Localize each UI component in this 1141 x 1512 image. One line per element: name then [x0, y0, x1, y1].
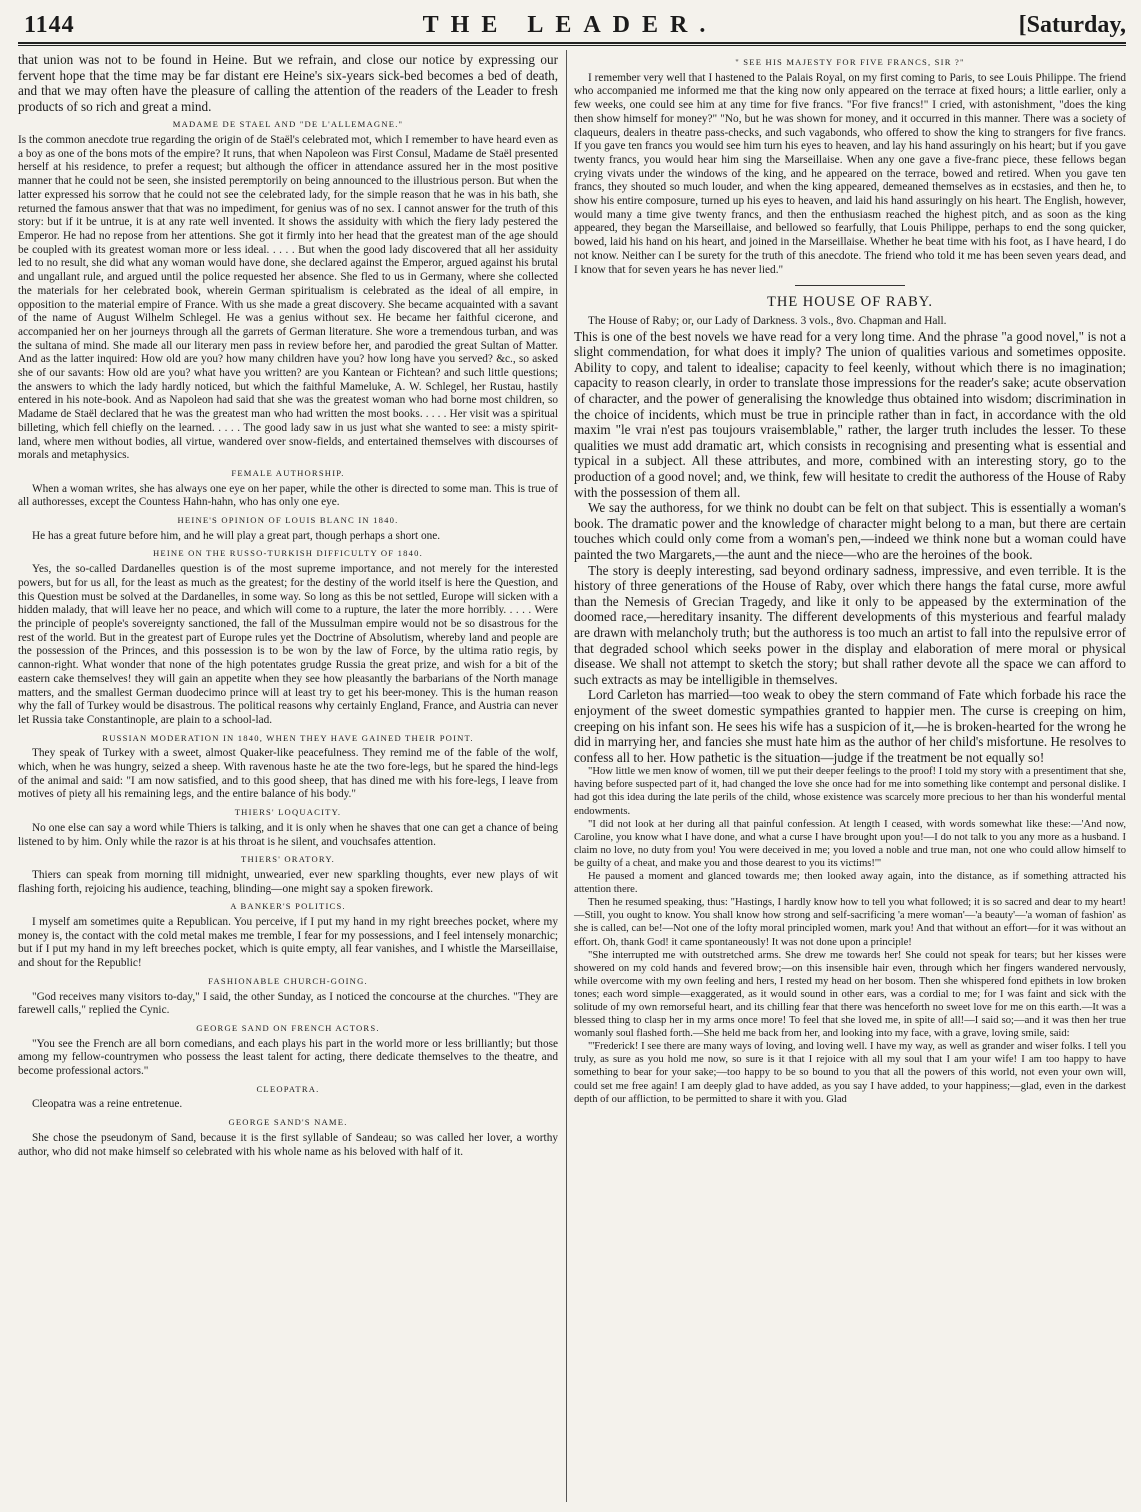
section-paragraph: They speak of Turkey with a sweet, almost Quaker-like peacefulness. They remind me of the fable of the wolf, which, when he was hungry, seized a sheep. With ravenous haste he ate the two fore-legs, but he spared the hind-legs of the animal and said: "I am now satisfied, and to this good sheep, that has dined me with his fore-legs, I leave from motives of piety all his remaining legs, and the entire balance of his body."	[18, 747, 558, 801]
section-paragraph: No one else can say a word while Thiers is talking, and it is only when he shaves that one can get a chance of being listened to by him. Only while the razor is at his throat is he silent, and vouchsafes attention.	[18, 821, 558, 848]
masthead-rule-thin	[18, 45, 1126, 46]
review-quote: "'Frederick! I see there are many ways of loving, and loving well. I have my way, as well as grander and wiser folks. I tell you truly, as sure as you hold me now, so sure is it that I rejoice with all my soul that I am your wife! I am too happy to have something to bear for your sake;—too happy to be so bound to you that all the powers of this world, not even your own will, could set me free again! I am deeply glad to have added, as you say I have added, to your happiness;—glad, even in the darkest depth of our affliction, to be permitted to share it with you. Glad	[574, 1041, 1126, 1105]
section-paragraph: I remember very well that I hastened to the Palais Royal, on my first coming to Paris, to see Louis Philippe. The friend who accompanied me informed me that the king now only appeared on the terrace at fixed hours; a little earlier, only a few weeks, one could see him at any time for five francs. "For five francs!" I cried, with astonishment, "does the king then show himself for money?" "No, but he was shown for money, and it occurred in this manner. There was a society of claqueurs, dealers in theatre pass-checks, and such vagabonds, who offered to show the king to strangers for five francs. If you gave ten francs you would see him turn his eyes to heaven, and lay his hand assuringly on his heart; but if you gave twenty francs, you would hear him sing the Marseillaise. When any one gave a five-franc piece, these fellows began crying vivats under the windows of the king, and he appeared on the terrace, bowed and retired. When you gave ten francs, they shouted so much louder, and when the king appeared, demeaned themselves as in ecstasies, and then he, to show his entire composure, turned up his eyes to heaven, and laid his hand assuringly on his heart. The English, however, would many a time give twenty francs, and then the enthusiasm reached the highest pitch, and as soon as the king appeared, they began the Marseillaise, and bellowed so fearfully, that Louis Philippe, perhaps to end the song quicker, bowed, laid his hand on his heart, and joined in the Marseillaise. Whether he beat time with his foot, as I have heard, I do not know. Neither can I be surety for the truth of this anecdote. The friend who told it me has been seven years dead, and I know that for seven years he has never lied."	[574, 71, 1126, 276]
review-quote: "How little we men know of women, till we put their deeper feelings to the proof! I told my story with a presentiment that she, having before suspected part of it, had changed the love she once had for me into something like contempt and personal dislike. I had got this idea during the late perils of the child, whose existence was scarcely more precious to her than his wonderful mental endowments.	[574, 766, 1126, 817]
section-heading: HEINE ON THE RUSSO-TURKISH DIFFICULTY OF 1840.	[153, 548, 423, 559]
section-heading: FASHIONABLE CHURCH-GOING.	[208, 975, 368, 986]
section-heading: THIERS' ORATORY.	[241, 854, 335, 865]
masthead-rule	[18, 42, 1126, 44]
section-heading: A BANKER'S POLITICS.	[230, 901, 346, 912]
review-quote: "She interrupted me with outstretched arms. She drew me towards her! She could not speak for tears; but her kisses were showered on my cold hands and fevered brow;—on this insensible hair even, through which her fingers wandered nervously, while overcome with my own feeling and hers, I rested my head on her bosom. Then she whispered fond epithets in low broken tones; each word simple—exaggerated, as it would sound in other ears, was a cordial to me; for I was faint and sick with the solitude of my own remorseful heart, and its chilling fear that there was henceforth no sweet love for me on this earth.—It was a blessed thing to clasp her in my arms once more! To feel that she loved me, in spite of all!—I said so;—and it was then her true womanly soul flashed forth.—She held me back from her, and looking into my face, with a grave, loving smile, said:	[574, 949, 1126, 1040]
section-paragraph: He has a great future before him, and he will play a great part, though perhaps a short one.	[32, 529, 441, 542]
left-column	[18, 52, 558, 1159]
section-paragraph: "You see the French are all born comedians, and each plays his part in the world more or less brilliantly; but those among my fellow-countrymen who possess the least talent for acting, there dedicate themselves to the theatre, and become professional actors."	[18, 1037, 558, 1078]
review-title: THE HOUSE OF RABY.	[767, 294, 933, 311]
review-paragraph: Lord Carleton has married—too weak to obey the stern command of Fate which forbade his race the enjoyment of the sweet domestic sympathies granted to happier men. The curse is creeping on him, creeping on his infant son. He sees his wife has a suspicion of it,—he is broken-hearted for the wrong he did in marrying her, and fancies she must hate him as the author of her child's misfortune. He resolves to confess all to her. How pathetic is the situation—judge if the treatment be not equally so!	[574, 687, 1126, 765]
section-heading: THIERS' LOQUACITY.	[234, 807, 342, 818]
masthead	[14, 10, 1126, 44]
section-paragraph: Yes, the so-called Dardanelles question is of the most supreme importance, and not merely for the interested powers, but for us all, for the least as much as the greatest; for the destiny of the world itself is here the Question, and this Question must be solved at the Dardanelles, in some way. So long as this be not settled, Europe will sicken with a hidden malady, that will leave her no peace, and which will come to a rupture, the later the more horribly. . . . . Were the principle of people's sovereignty sanctioned, the fall of the Mussulman empire would not be so disastrous for the rest of the world. But in the greatest part of Europe rules yet the Doctrine of Absolutism, whereby land and people are the possession of the Princes, and this possession is to be won by the law of Force, by the ultima ratio regis, by cannon-right. What wonder that none of the high potentates grudge Russia the great prize, and wish for a bit of the eastern cake themselves! they will gain an appetite when they see how pleasantly the barbarians of the North manage matters, and the smallest German duodecimo prince will at least try to get his beer-money. This is the human reason why the fall of Turkey would be disastrous. The political reasons why certainly England, France, and Austria can never let Russia take Constantinople, are plain to a school-lad.	[18, 563, 558, 726]
review-paragraph: This is one of the best novels we have read for a very long time. And the phrase "a good novel," is not a slight commendation, for what does it imply? The union of qualities various and sometimes opposite. Ability to copy, and talent to idealise; capacity to feel keenly, without which there is no imagination; capacity to reason clearly, in order to translate those impressions for the reader's sake; acute observation of character, and the power of generalising the knowledge thus obtained into wisdom; discrimination in the choice of incidents, which must be true in principle rather than in fact, in accordance with the old maxim "le vrai n'est pas toujours vraisemblable," rather, the larger truth includes the lesser. To these qualities we must add dramatic art, which consists in recognising and presenting what is essential and typical in a subject. All these attributes, and more, combined with an interesting story, go to the production of a good novel; and, we think, few will hesitate to credit the authoress of the House of Raby with the possession of them all.	[574, 328, 1126, 500]
page-number: 1144	[24, 12, 75, 38]
review-quote: Then he resumed speaking, thus: "Hastings, I hardly know how to tell you what followed; it is so sacred and dear to my heart!—Still, you ought to know. You shall know how strong and self-sacrificing 'a mere woman'—'a beauty'—'a woman of fashion' as she is called, can be!—Not one of the lofty moral principled women, mark you! And that without an effort—for it was without an effort. Oh, thank God! it came spontaneously! It was not done upon a principle!	[574, 897, 1126, 948]
day-label: [Saturday,	[1018, 12, 1126, 38]
section-paragraph: I myself am sometimes quite a Republican. You perceive, if I put my hand in my right breeches pocket, where my money is, the contact with the cold metal makes me tremble, I fear for my possessions, and I feel intensely monarchic; but if I put my hand in my left breeches pocket, which is quite empty, all fear vanishes, and I whistle the Marseillaise, and shout for the Republic!	[18, 916, 558, 970]
section-paragraph: Thiers can speak from morning till midnight, unwearied, ever new sparkling thoughts, ever new plays of wit flashing forth, rejoicing his audience, teaching, blinding—one might say a spoken firework.	[18, 868, 558, 895]
review-rule	[795, 285, 905, 286]
section-paragraph: Cleopatra was a reine entretenue.	[32, 1098, 183, 1111]
review-quote: "I did not look at her during all that painful confession. At length I ceased, with words somewhat like these:—'And now, Caroline, you know what I have done, and what a curse I have brought upon you!—I do not talk to you any more as a husband. I claim no love, no duty from you! You were deceived in me; you loved a noble and true man, not one who could allow himself to be guilty of a cheat, and make you and those dearest to you its victims!'"	[574, 818, 1126, 869]
section-heading: HEINE'S OPINION OF LOUIS BLANC IN 1840.	[177, 515, 399, 526]
section-paragraph: She chose the pseudonym of Sand, because it is the first syllable of Sandeau; so was called her lover, a worthy author, who did not make himself so celebrated with his whole name as his beloved with half of it.	[18, 1131, 558, 1158]
review-paragraph: The story is deeply interesting, sad beyond ordinary sadness, impressive, and even terrible. It is the history of three generations of the House of Raby, over which there hangs the fatal curse, more awful than the Nemesis of Grecian Tragedy, and like it only to be appeased by the extermination of the doomed race,—hereditary insanity. The different developments of this mysterious and fearful malady are drawn with melancholy truth; but the authoress is too much an artist to fall into the repulsive error of that degraded school which seeks power in the display and elaboration of mere moral or physical disease. We shall not attempt to sketch the story; but shall rather devote all the space we can afford to such extracts as may be intelligible in themselves.	[574, 562, 1126, 687]
right-column	[574, 52, 1126, 1106]
section-heading: CLEOPATRA.	[256, 1083, 320, 1094]
review-quote: He paused a moment and glanced towards me; then looked away again, into the distance, as if something attracted his attention there.	[574, 871, 1126, 896]
section-paragraph: "God receives many visitors to-day," I said, the other Sunday, as I noticed the concourse at the churches. "They are farewell calls," replied the Cynic.	[18, 990, 558, 1017]
section-heading: FEMALE AUTHORSHIP.	[231, 467, 345, 478]
section-heading: RUSSIAN MODERATION IN 1840, WHEN THEY HAVE GAINED THEIR POINT.	[102, 732, 474, 743]
section-paragraph: When a woman writes, she has always one eye on her paper, while the other is directed to some man. This is true of all authoresses, except the Countess Hahn-hahn, who has only one eye.	[18, 482, 558, 509]
section-heading: GEORGE SAND'S NAME.	[228, 1117, 348, 1128]
section-heading: MADAME DE STAEL AND "DE L'ALLEMAGNE."	[172, 119, 404, 130]
column-divider	[566, 50, 567, 1502]
section-paragraph: Is the common anecdote true regarding the origin of de Staël's celebrated mot, which I remember to have heard even as a boy as one of the bons mots of the empire? It runs, that when Napoleon was First Consul, Madame de Staël presented herself at his residence, to prefer a request; but although the officer in attendance assured her in the most positive manner that he could not be seen, she insisted peremptorily on being announced to the illustrious person. But when the latter expressed his sorrow that he could not see the celebrated lady, for the simple reason that he was in his bath, she returned the famous answer that that was no impediment, for genius was of no sex. I cannot answer for the truth of this story: but if it be untrue, it is at any rate well invented. It shows the assiduity with which the fiery lady pestered the Emperor. He had no repose from her attentions. She got it firmly into her head that the greatest man of the age should be coupled with its greatest woman more or less ideal. . . . . But when the good lady discovered that all her assiduity led to no result, she did what any woman would have done, she declared against the Emperor, argued against his brutal and ungallant rule, and argued until the police requested her absence. She fled to us in Germany, where she collected the materials for her celebrated book, wherein German spiritualism is celebrated as the ideal of all empire, in opposition to the material empire of France. With us she made a great discovery. She became acquainted with a savant of the name of August Wilhelm Schlegel. He was a genius without sex. He became her faithful cicerone, and accompanied her on her journeys through all the garrets of German literature. She wore a tremendous turban, and was the sultana of mind. She made all our literary men pass in review before her, and parodied the great Sultan of Matter. And as the latter inquired: How old are you? how many children have you? how long have you served? &c., so asked she of our savants: How old are you? what have you written? are you Kantean or Fichtean? and such little questions; the answers to which the lady hardly noticed, but which the faithful Mameluke, A. W. Schlegel, her Rustau, hastily entered in his note-book. And as Napoleon had said that she was the greatest woman who had borne most children, so Madame de Staël declared that he was the greatest man who had written the most books. . . . . Her visit was a spiritual billeting, which fell chiefly on the learned. . . . . The good lady saw in us just what she wanted to see: a misty spirit-land, where men without bodies, all virtue, wandered over snow-fields, and entertained themselves with discourses of morals and metaphysics.	[18, 134, 558, 462]
review-book-line: The House of Raby; or, our Lady of Darkness. 3 vols., 8vo. Chapman and Hall.	[588, 314, 947, 327]
paper-title: THE LEADER.	[422, 12, 718, 38]
section-heading: " SEE HIS MAJESTY FOR FIVE FRANCS, SIR ?"	[735, 57, 965, 67]
review-paragraph: We say the authoress, for we think no doubt can be felt on that subject. This is essentially a woman's book. The dramatic power and the knowledge of character might belong to a man, but there are certain touches which could only come from a woman's pen,—indeed we think none but a woman could have painted the two Margarets,—the aunt and the niece—who are the heroines of the book.	[574, 500, 1126, 562]
section-heading: GEORGE SAND ON FRENCH ACTORS.	[196, 1022, 380, 1033]
intro-paragraph: that union was not to be found in Heine. But we refrain, and close our notice by expressing our fervent hope that the time may be far distant ere Heine's six-years sick-bed becomes a bed of death, and that we may often have the pleasure of calling the attention of the readers of the Leader to fresh products of so rich and great a mind.	[18, 52, 558, 114]
